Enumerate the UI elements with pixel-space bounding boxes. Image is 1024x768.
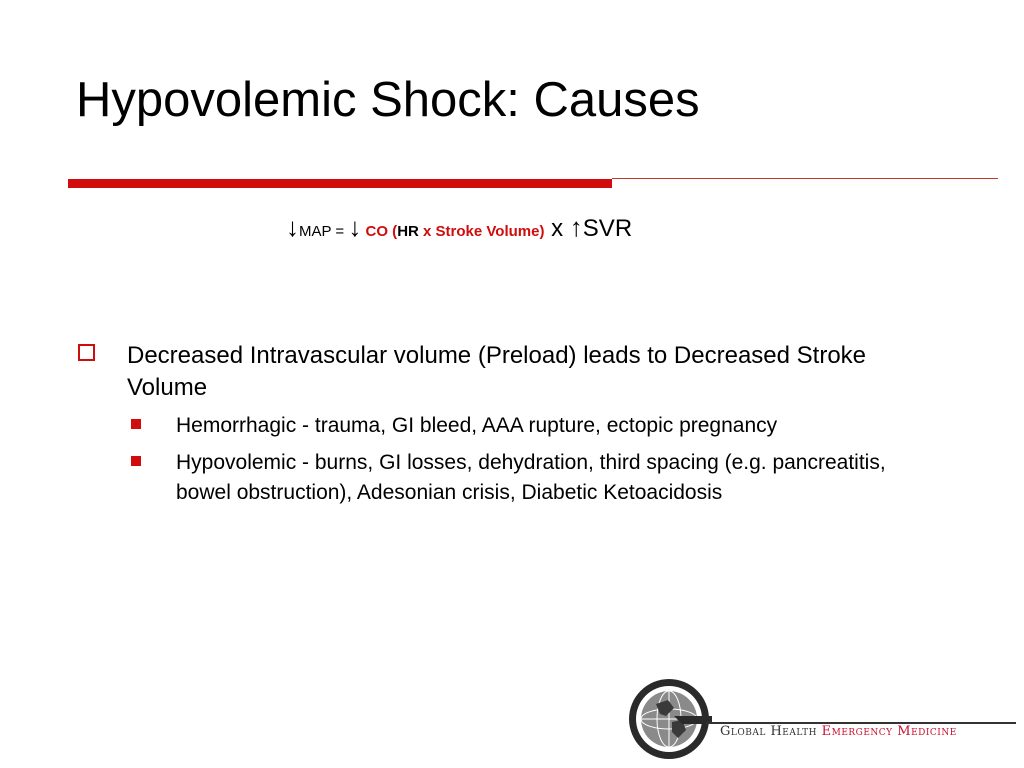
filled-square-bullet-icon — [131, 419, 141, 429]
bullet-list — [78, 340, 938, 508]
slide-title: Hypovolemic Shock: Causes — [76, 73, 700, 127]
bullet-sub-text: Hypovolemic - burns, GI losses, dehydration, third spacing (e.g. pancreatitis, bowel obstruction), Adesonian crisis, Diabetic Ketoacidosis — [176, 451, 886, 504]
bullet-sub-2 — [78, 448, 938, 508]
map-label: MAP = — [299, 223, 349, 240]
stroke-volume-label: x Stroke Volume) — [418, 223, 545, 240]
logo-text-part1: Global Health — [720, 724, 817, 739]
arrow-down-icon: ↓ — [286, 212, 299, 242]
hollow-square-bullet-icon — [78, 344, 95, 361]
bullet-sub-text: Hemorrhagic - trauma, GI bleed, AAA rupture, ectopic pregnancy — [176, 414, 778, 437]
co-label: CO ( — [361, 223, 398, 240]
arrow-down-icon: ↓ — [348, 212, 362, 242]
title-rule-thick — [68, 179, 612, 188]
times-label: x — [544, 215, 570, 242]
bullet-main-text: Decreased Intravascular volume (Preload) leads to Decreased Stroke Volume — [127, 342, 867, 401]
title-rule-thin — [612, 178, 998, 179]
svr-label: SVR — [582, 215, 633, 242]
globe-icon — [626, 676, 712, 762]
hr-label: HR — [397, 223, 419, 240]
formula — [286, 214, 632, 241]
filled-square-bullet-icon — [131, 456, 141, 466]
logo — [626, 676, 1018, 762]
logo-text-part2: Emergency Medicine — [821, 724, 957, 739]
logo-text — [720, 724, 957, 739]
bullet-main — [78, 340, 938, 404]
bullet-sub-1 — [78, 411, 938, 441]
arrow-up-icon: ↑ — [569, 212, 583, 242]
